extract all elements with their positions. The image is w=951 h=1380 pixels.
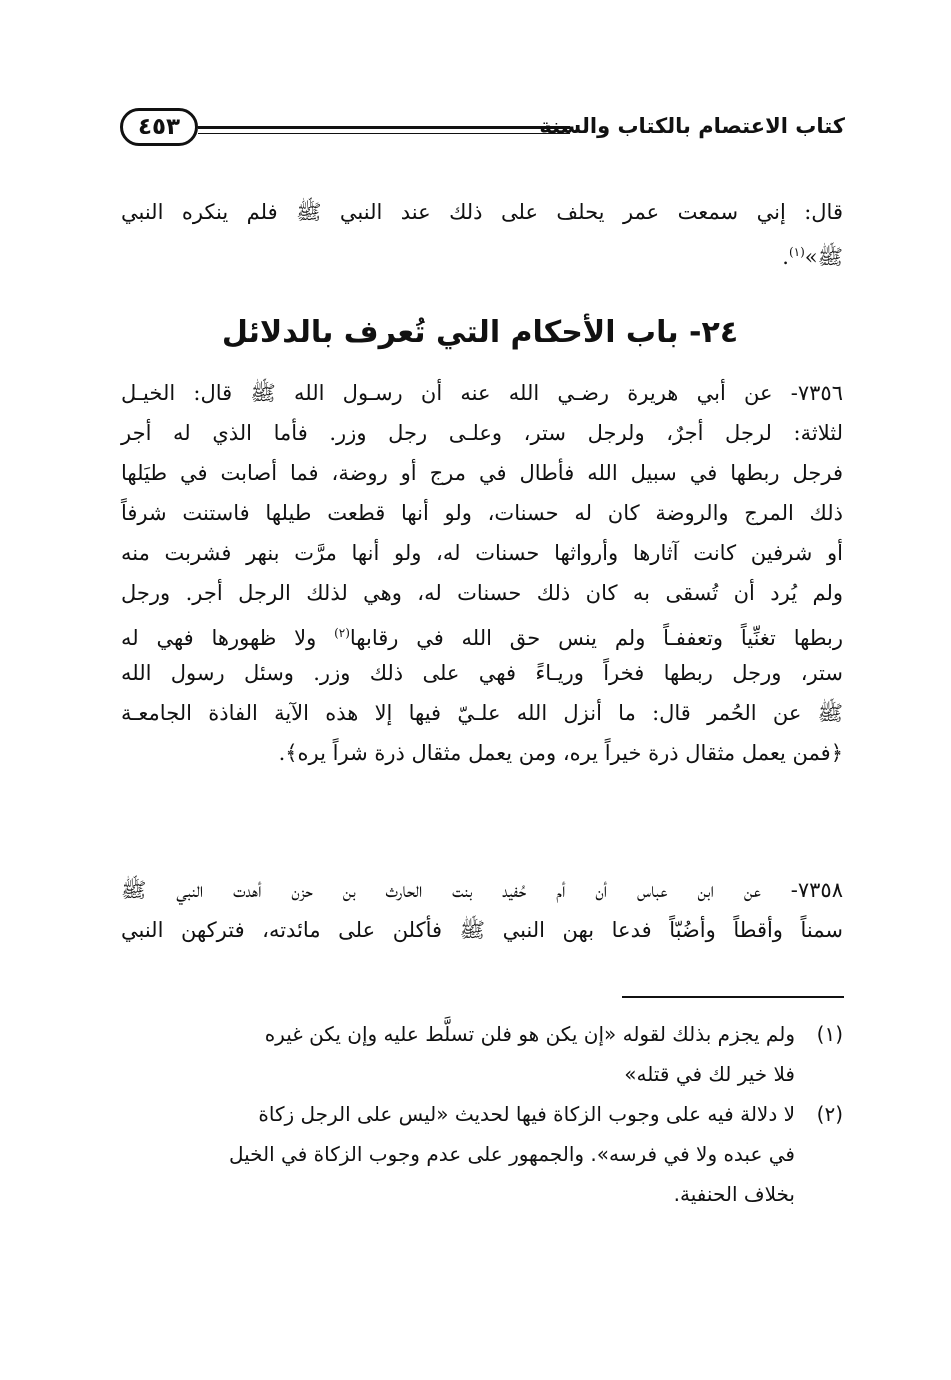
text-line: ٧٣٥٨- عن ابن عباس أن أم حُفيد بنت الحارث بن حزن أهدت النبي ﷺ bbox=[121, 878, 843, 902]
text-fragment: ولا ظهورها فهي له bbox=[121, 626, 335, 650]
text-fragment: ربطها تغنِّياً وتعففـاً ولم ينس حق الله في رقابها bbox=[349, 626, 843, 650]
hadith-7356 bbox=[121, 373, 843, 773]
footnote-ref: (١) bbox=[788, 245, 805, 259]
footnote-text: ولم يجزم بذلك لقوله «إن يكن هو فلن تسلَّط عليه وإن يكن غيره bbox=[264, 1022, 795, 1046]
footnote-1 bbox=[121, 1014, 843, 1054]
text-line: سمناً وأقطاً وأضُبّاً فدعا بهن النبي ﷺ فأكلن على مائدته، فتركهن النبي bbox=[121, 918, 843, 942]
text-line: أو شرفين كانت آثارها وأرواثها حسنات له، ولو أنها مرَّت بنهر فشربت منه bbox=[121, 541, 843, 565]
footnote-text: في عبده ولا في فرسه». والجمهور على عدم وجوب الزكاة في الخيل bbox=[228, 1142, 795, 1166]
footnote-text: بخلاف الحنفية. bbox=[673, 1182, 795, 1206]
text-line: ستر، ورجل ربطها فخراً وريـاءً فهي على ذلك وزر. وسئل رسول الله bbox=[121, 661, 843, 685]
footnote-number: (١) bbox=[816, 1022, 843, 1046]
chapter-title: ٢٤- باب الأحكام التي تُعرف بالدلائل bbox=[221, 315, 739, 350]
footnote-text: فلا خير لك في قتله» bbox=[624, 1062, 795, 1086]
text-fragment: . bbox=[782, 245, 789, 269]
text-line: ﷺ عن الحُمر قال: ما أنزل الله علـيّ فيها إلا هذه الآية الفاذة الجامعـة bbox=[121, 701, 843, 725]
text-line: لثلاثة: لرجل أجرٌ، ولرجل ستر، وعلـى رجل وزر. فأما الذي له أجر bbox=[121, 421, 843, 445]
header-rule bbox=[198, 126, 570, 134]
running-title: كتاب الاعتصام بالكتاب والسنة bbox=[539, 114, 845, 138]
text-fragment: ﷺ» bbox=[804, 245, 843, 269]
footnote-separator bbox=[622, 996, 844, 998]
page-number: ٤٥٣ bbox=[120, 108, 198, 146]
text-line: فرجل ربطها في سبيل الله فأطال في مرج أو روضة، فما أصابت في طيَلها bbox=[121, 461, 843, 485]
footnote-text: لا دلالة فيه على وجوب الزكاة فيها لحديث «ليس على الرجل زكاة bbox=[258, 1102, 795, 1126]
quran-verse: ﴿فمن يعمل مثقال ذرة خيراً يره، ومن يعمل مثقال ذرة شراً يره﴾. bbox=[278, 741, 843, 765]
footnote-2 bbox=[121, 1094, 843, 1134]
text-line bbox=[121, 613, 843, 653]
text-line: ٧٣٥٦- عن أبي هريرة رضـي الله عنه أن رسـول الله ﷺ قال: الخيـل bbox=[121, 381, 843, 405]
footnote-number: (٢) bbox=[816, 1102, 843, 1126]
text-line bbox=[121, 232, 843, 272]
page-header bbox=[120, 108, 845, 158]
text-line: قال: إني سمعت عمر يحلف على ذلك عند النبي ﷺ فلم ينكره النبي bbox=[121, 200, 843, 224]
hadith-7358 bbox=[121, 870, 843, 950]
text-line: ولم يُرد أن تُسقى به كان ذلك حسنات له، وهي لذلك الرجل أجر. ورجل bbox=[121, 581, 843, 605]
text-line: ذلك المرج والروضة كان له حسنات، ولو أنها قطعت طيلها فاستنت شرفاً bbox=[121, 501, 843, 525]
intro-paragraph bbox=[121, 192, 843, 272]
footnotes bbox=[121, 1014, 843, 1214]
footnote-ref: (٢) bbox=[334, 626, 350, 640]
